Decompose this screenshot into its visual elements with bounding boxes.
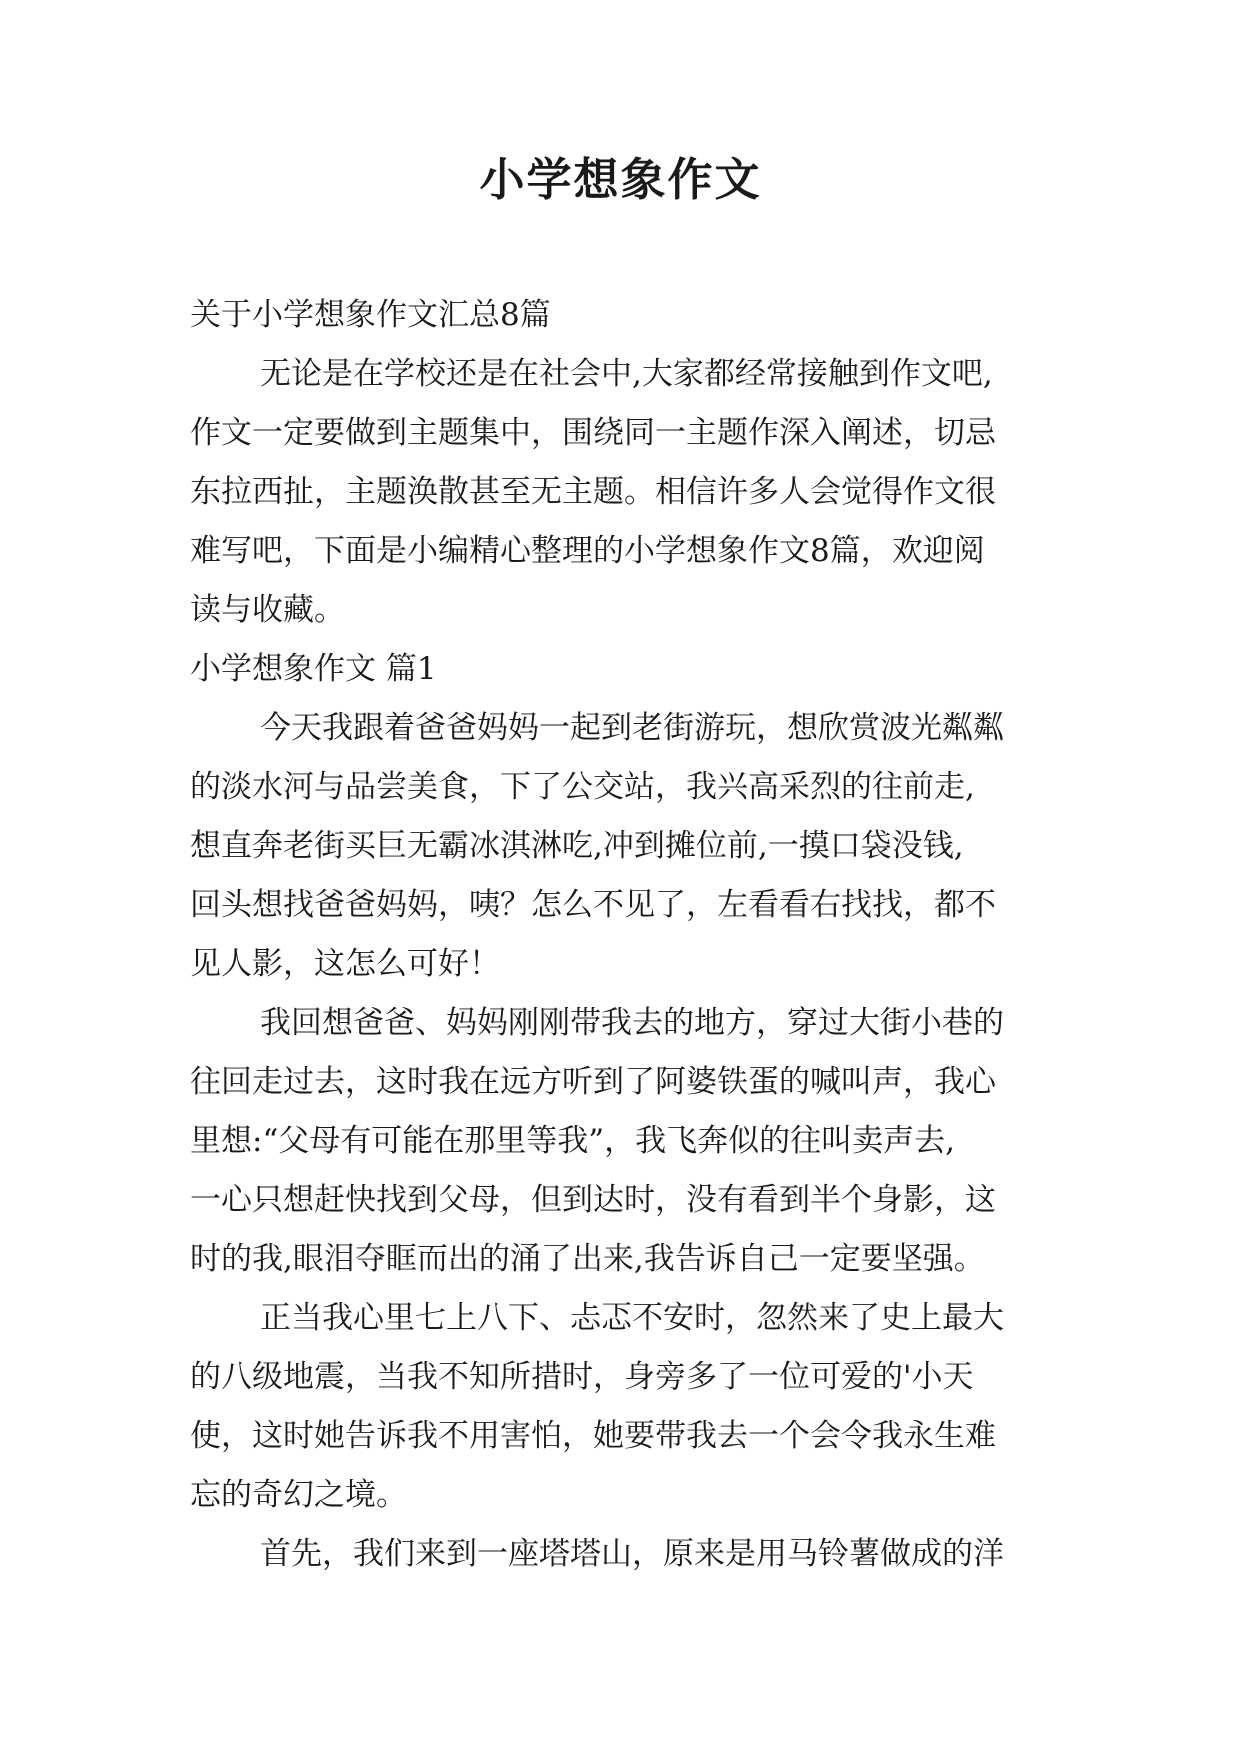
text-line: 回头想找爸爸妈妈，咦？怎么不见了，左看看右找找，都不	[190, 887, 996, 923]
text-line: 东拉西扯，主题涣散甚至无主题。相信许多人会觉得作文很	[190, 474, 996, 510]
document-title: 小学想象作文	[479, 153, 762, 206]
text-line: 首先，我们来到一座塔塔山，原来是用马铃薯做成的洋	[260, 1536, 1004, 1572]
text-line: 正当我心里七上八下、忐忑不安时，忽然来了史上最大	[260, 1300, 1004, 1336]
text-line: 一心只想赶快找到父母，但到达时，没有看到半个身影，这	[190, 1182, 996, 1218]
text-line: 时的我,眼泪夺眶而出的涌了出来,我告诉自己一定要坚强。	[190, 1241, 985, 1277]
text-line: 小学想象作文 篇1	[190, 651, 437, 687]
text-line: 的淡水河与品尝美食，下了公交站，我兴高采烈的往前走,	[190, 769, 975, 805]
text-line: 难写吧，下面是小编精心整理的小学想象作文8篇，欢迎阅	[190, 533, 985, 569]
text-line: 作文一定要做到主题集中，围绕同一主题作深入阐述，切忌	[190, 415, 996, 451]
text-line: 往回走过去，这时我在远方听到了阿婆铁蛋的喊叫声，我心	[190, 1064, 996, 1100]
text-line: 见人影，这怎么可好！	[190, 946, 500, 982]
text-line: 无论是在学校还是在社会中,大家都经常接触到作文吧,	[260, 356, 993, 392]
text-line: 使，这时她告诉我不用害怕，她要带我去一个会令我永生难	[190, 1418, 996, 1454]
text-line: 读与收藏。	[190, 592, 345, 628]
text-line: 想直奔老街买巨无霸冰淇淋吃,冲到摊位前,一摸口袋没钱,	[190, 828, 964, 864]
text-line: 今天我跟着爸爸妈妈一起到老街游玩，想欣赏波光粼粼	[260, 710, 1004, 746]
text-line: 我回想爸爸、妈妈刚刚带我去的地方，穿过大街小巷的	[260, 1005, 1004, 1041]
document-body	[190, 286, 1060, 1584]
text-line: 关于小学想象作文汇总8篇	[190, 297, 551, 333]
text-line: 的八级地震，当我不知所措时，身旁多了一位可爱的'小天	[190, 1359, 974, 1395]
text-line: 忘的奇幻之境。	[190, 1477, 407, 1513]
text-line: 里想:“父母有可能在那里等我”，我飞奔似的往叫卖声去,	[190, 1123, 955, 1159]
